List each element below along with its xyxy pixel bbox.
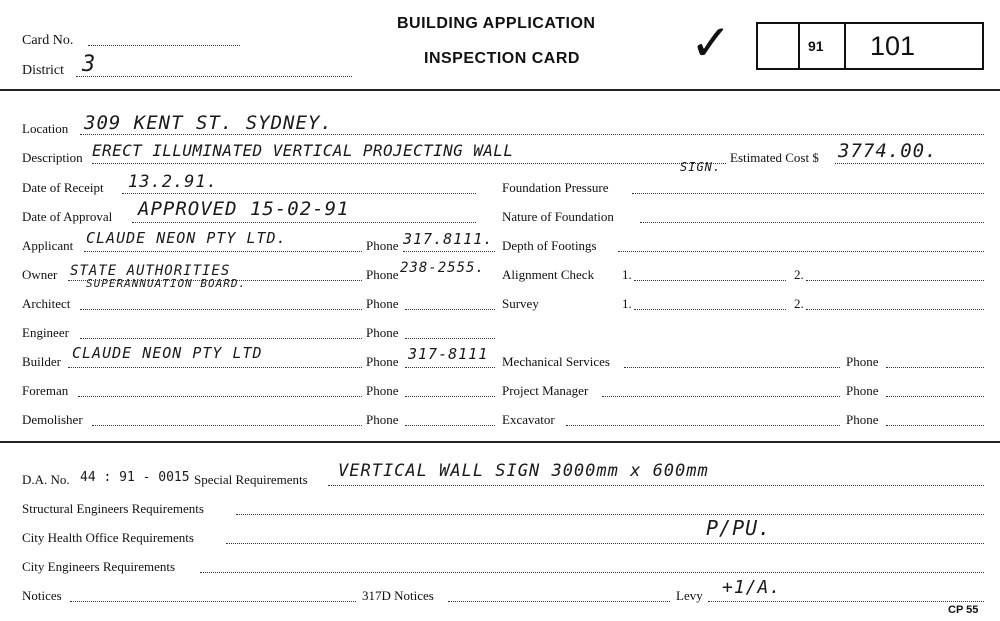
date-receipt-value: 13.2.91. <box>128 172 218 192</box>
applicant-phone-label: Phone <box>366 238 399 253</box>
location-label: Location <box>22 121 69 136</box>
owner-value: STATE AUTHORITIES <box>70 263 231 279</box>
district-line <box>76 76 352 77</box>
health-requirements-line <box>226 543 984 544</box>
depth-footings-line <box>618 251 984 252</box>
notices-317d-label: 317D Notices <box>362 588 434 603</box>
alignment-2-line <box>806 280 984 281</box>
demolisher-label: Demolisher <box>22 412 83 427</box>
special-requirements-value: VERTICAL WALL SIGN 3000mm x 600mm <box>338 461 709 481</box>
mechanical-phone-line <box>886 367 984 368</box>
notices-317d-line <box>448 601 670 602</box>
builder-label: Builder <box>22 354 61 369</box>
health-requirements-label: City Health Office Requirements <box>22 530 194 545</box>
engineer-phone-label: Phone <box>366 325 399 340</box>
estimated-cost-value: 3774.00. <box>838 140 938 162</box>
applicant-label: Applicant <box>22 238 74 253</box>
applicant-phone-line <box>403 251 495 252</box>
da-no-label: D.A. No. <box>22 472 70 487</box>
estimated-cost-line <box>835 163 984 164</box>
special-requirements-label: Special Requirements <box>194 472 308 487</box>
ref-divider-1 <box>798 24 800 68</box>
ref-right-number: 101 <box>870 31 916 61</box>
owner-label: Owner <box>22 267 58 282</box>
excavator-phone-label: Phone <box>846 412 879 427</box>
structural-requirements-label: Structural Engineers Requirements <box>22 501 204 516</box>
builder-value: CLAUDE NEON PTY LTD <box>72 344 263 362</box>
applicant-line <box>84 251 362 252</box>
foundation-pressure-line <box>632 193 984 194</box>
builder-phone-label: Phone <box>366 354 399 369</box>
depth-footings-label: Depth of Footings <box>502 238 597 253</box>
nature-foundation-line <box>640 222 984 223</box>
excavator-line <box>566 425 840 426</box>
survey-1-line <box>634 309 786 310</box>
foreman-phone-line <box>405 396 495 397</box>
project-manager-phone-line <box>886 396 984 397</box>
date-approval-label: Date of Approval <box>22 209 113 224</box>
demolisher-phone-label: Phone <box>366 412 399 427</box>
alignment-1-label: 1. <box>622 267 632 282</box>
mechanical-label: Mechanical Services <box>502 354 610 369</box>
builder-line <box>68 367 362 368</box>
architect-phone-label: Phone <box>366 296 399 311</box>
da-no-value: 44 : 91 - 0015 <box>80 470 190 485</box>
architect-phone-line <box>405 309 495 310</box>
health-requirements-value: P/PU. <box>706 516 772 540</box>
check-mark-icon: ✓ <box>690 14 732 72</box>
project-manager-line <box>602 396 840 397</box>
survey-label: Survey <box>502 296 539 311</box>
district-label: District <box>22 63 64 78</box>
owner-phone-value: 238-2555. <box>400 260 485 276</box>
demolisher-phone-line <box>405 425 495 426</box>
date-approval-line <box>132 222 476 223</box>
description-line <box>92 163 726 164</box>
district-value: 3 <box>82 52 97 77</box>
engineer-phone-line <box>405 338 495 339</box>
ref-divider-2 <box>844 24 846 68</box>
estimated-cost-label: Estimated Cost $ <box>730 150 819 165</box>
owner-value-2: SUPERANNUATION BOARD. <box>86 277 247 290</box>
levy-value: +1/A. <box>722 577 782 598</box>
nature-foundation-label: Nature of Foundation <box>502 209 614 224</box>
top-rule <box>0 89 1000 91</box>
location-value: 309 KENT ST. SYDNEY. <box>84 112 333 134</box>
alignment-1-line <box>634 280 786 281</box>
location-line <box>80 134 984 135</box>
builder-phone-line <box>405 367 495 368</box>
date-receipt-label: Date of Receipt <box>22 180 104 195</box>
form-code: CP 55 <box>948 604 979 616</box>
foreman-label: Foreman <box>22 383 69 398</box>
mechanical-line <box>624 367 840 368</box>
alignment-label: Alignment Check <box>502 267 595 282</box>
project-manager-phone-label: Phone <box>846 383 879 398</box>
date-receipt-line <box>122 193 476 194</box>
survey-2-label: 2. <box>794 296 804 311</box>
notices-line <box>70 601 356 602</box>
demolisher-line <box>92 425 362 426</box>
middle-rule <box>0 441 1000 443</box>
survey-1-label: 1. <box>622 296 632 311</box>
excavator-label: Excavator <box>502 412 555 427</box>
ref-left-number: 91 <box>808 38 824 54</box>
applicant-phone-value: 317.8111. <box>403 230 494 248</box>
owner-line <box>68 280 362 281</box>
title-line-1: BUILDING APPLICATION <box>397 15 596 32</box>
city-engineers-line <box>200 572 984 573</box>
description-label: Description <box>22 150 83 165</box>
architect-line <box>80 309 362 310</box>
excavator-phone-line <box>886 425 984 426</box>
description-value-2: SIGN. <box>680 160 722 174</box>
levy-label: Levy <box>676 588 703 603</box>
foundation-pressure-label: Foundation Pressure <box>502 180 609 195</box>
card-no-line <box>88 45 240 46</box>
structural-requirements-line <box>236 514 984 515</box>
owner-phone-label: Phone <box>366 267 399 282</box>
engineer-line <box>80 338 362 339</box>
card-no-label: Card No. <box>22 33 74 48</box>
levy-line <box>708 601 984 602</box>
survey-2-line <box>806 309 984 310</box>
engineer-label: Engineer <box>22 325 69 340</box>
notices-label: Notices <box>22 588 62 603</box>
special-requirements-line <box>328 485 984 486</box>
date-approval-value: APPROVED 15-02-91 <box>138 198 350 220</box>
architect-label: Architect <box>22 296 71 311</box>
title-line-2: INSPECTION CARD <box>424 50 580 67</box>
foreman-line <box>78 396 362 397</box>
reference-box <box>756 22 984 70</box>
mechanical-phone-label: Phone <box>846 354 879 369</box>
alignment-2-label: 2. <box>794 267 804 282</box>
description-value: ERECT ILLUMINATED VERTICAL PROJECTING WALL <box>92 141 514 160</box>
project-manager-label: Project Manager <box>502 383 589 398</box>
applicant-value: CLAUDE NEON PTY LTD. <box>86 229 287 247</box>
foreman-phone-label: Phone <box>366 383 399 398</box>
builder-phone-value: 317-8111 <box>408 345 489 363</box>
city-engineers-label: City Engineers Requirements <box>22 559 176 574</box>
